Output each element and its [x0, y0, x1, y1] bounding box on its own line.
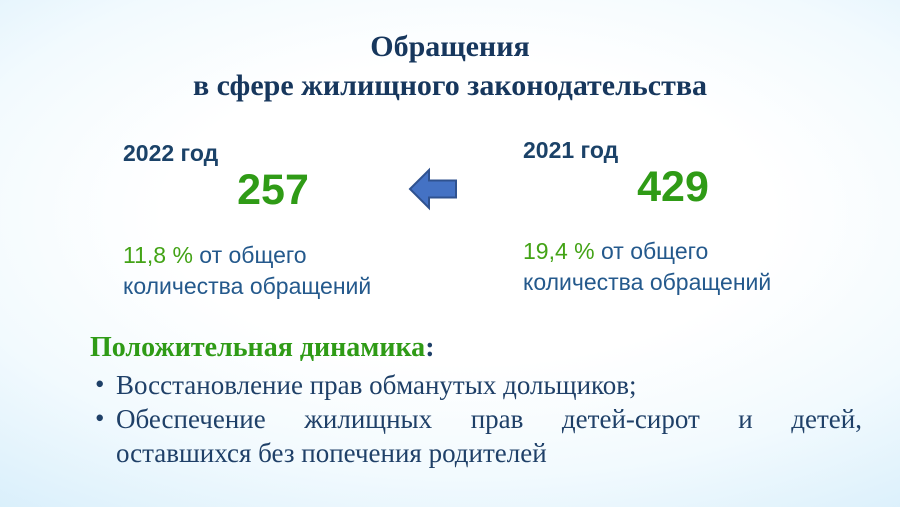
year-label-2022: 2022 год [123, 140, 219, 166]
stat-block-2022 [123, 140, 423, 212]
stat-value-2022: 257 [237, 166, 309, 214]
bullet-list [90, 368, 862, 470]
share-block-2021 [523, 236, 808, 298]
share-block-2022 [123, 240, 408, 302]
bullet-text: Восстановление прав обманутых дольщиков; [116, 370, 637, 400]
bullet-icon: • [95, 369, 105, 399]
bullet-text-line-2: оставшихся без попечения родителей [116, 438, 547, 468]
stat-value-2021: 429 [637, 163, 709, 211]
share-line-2: количества обращений [123, 273, 372, 299]
stat-block-2021 [523, 137, 823, 209]
share-description-2021: от общего [594, 238, 709, 264]
page-title [0, 27, 900, 105]
dynamics-heading [90, 331, 862, 364]
share-percent-2021: 19,4 % [523, 238, 595, 264]
bullet-text-line-1: Обеспечение жилищных прав детей-сирот и детей, [116, 404, 862, 434]
dynamics-heading-text: Положительная динамика [90, 332, 426, 363]
list-item [90, 368, 862, 402]
bullet-icon: • [95, 403, 105, 433]
share-line-1 [523, 236, 808, 267]
list-item [90, 402, 862, 470]
share-percent-2022: 11,8 % [123, 242, 193, 268]
title-line-2: в сфере жилищного законодательства [192, 69, 708, 102]
share-line-2: количества обращений [523, 269, 772, 295]
year-label-2021: 2021 год [523, 137, 619, 163]
share-description-2022: от общего [192, 242, 307, 268]
dynamics-heading-colon: : [425, 332, 435, 363]
decrease-arrow-icon [408, 167, 458, 211]
dynamics-section [90, 331, 862, 470]
title-line-1: Обращения [370, 30, 530, 63]
share-line-1 [123, 240, 408, 271]
